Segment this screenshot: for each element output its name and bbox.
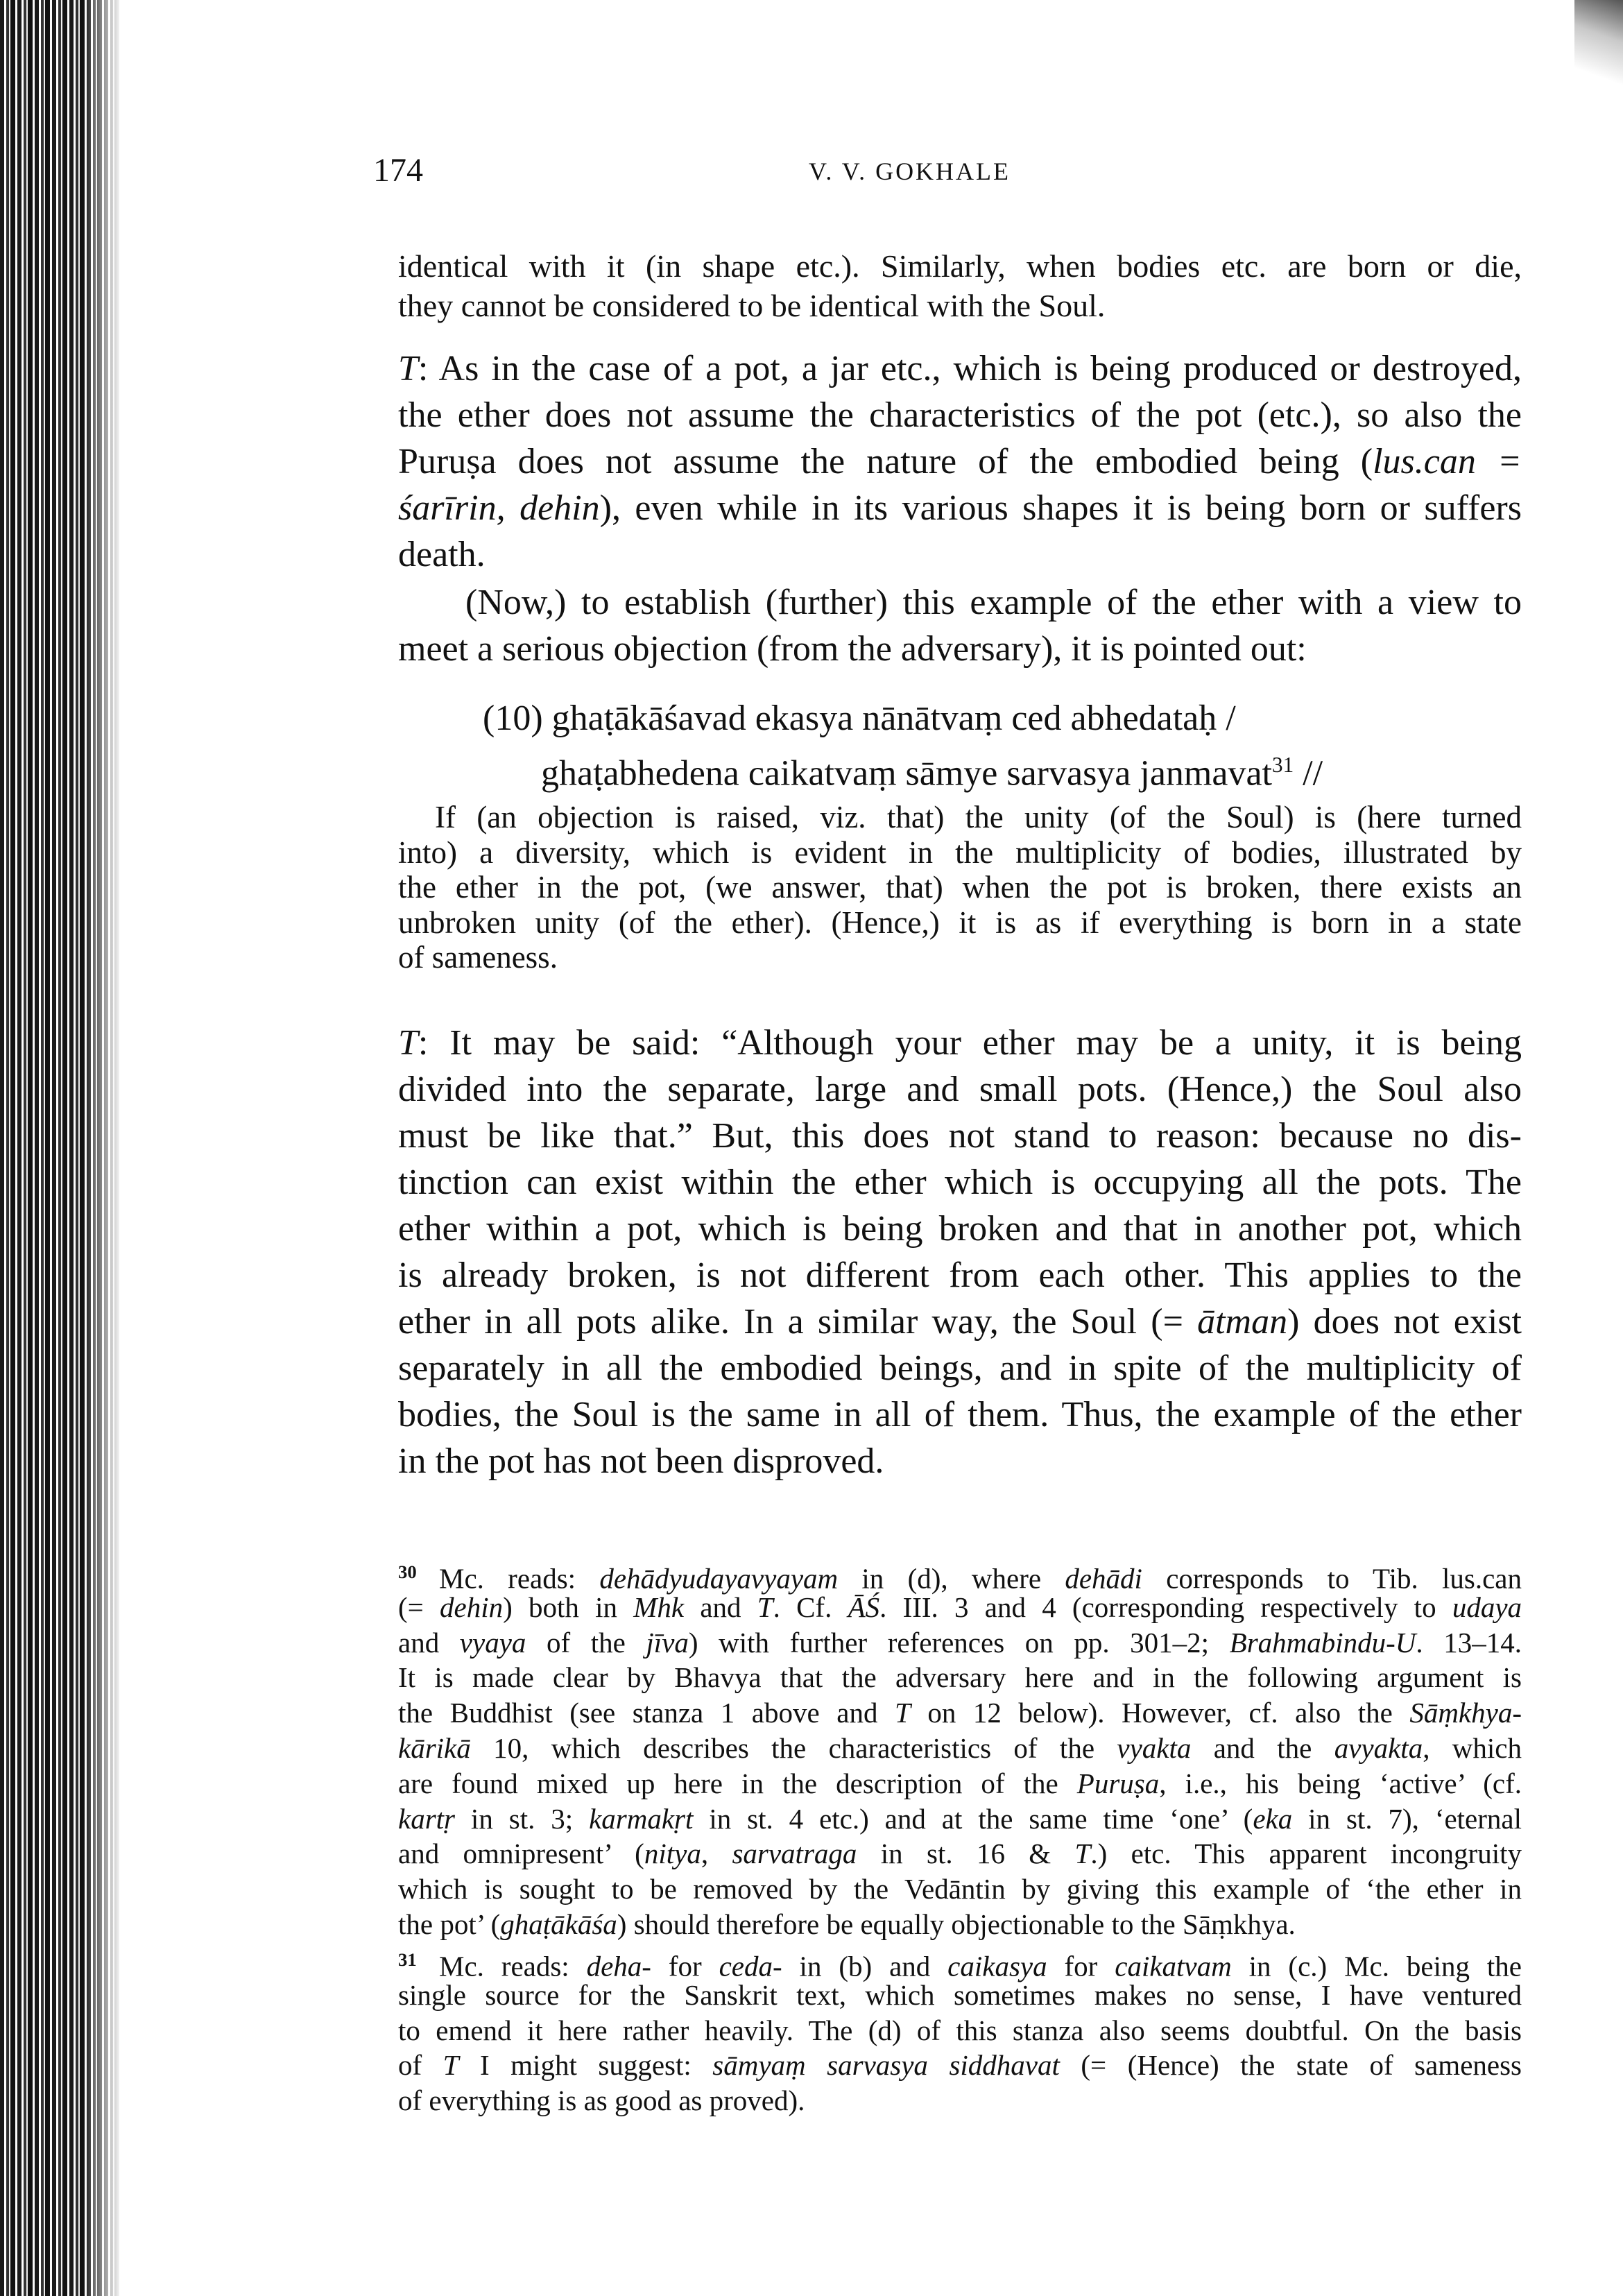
- text-run: bodies, the Soul is the same in all of them. Thus, the example of the ether: [398, 1395, 1522, 1434]
- text-line: [398, 905, 1522, 941]
- text-line: [398, 531, 486, 578]
- text-run: meet a serious objection (from the adversary), it is pointed out:: [398, 629, 1307, 669]
- text-run: in st. 16 &: [857, 1837, 1075, 1870]
- text-line: [398, 1299, 1522, 1345]
- text-run: (Now,) to establish (further) this example of the ether with a view to: [465, 583, 1522, 622]
- text-run: in st. 4 etc.) and at the same time ‘one’ (: [693, 1802, 1253, 1835]
- italic-text: sāmyaṃ sarvasya siddhavat: [712, 2049, 1060, 2082]
- text-run: of sameness.: [398, 940, 558, 975]
- italic-text: karmakṛt: [589, 1802, 694, 1835]
- text-run: of everything is as good as proved).: [398, 2084, 805, 2117]
- text-line: [398, 1766, 1522, 1801]
- text-line: [398, 1907, 1296, 1942]
- text-run: //: [1294, 753, 1323, 794]
- text-line: [398, 626, 1307, 672]
- text-run: the ether in the pot, (we answer, that) when the pot is broken, there exists an: [398, 870, 1522, 905]
- text-run: 10, which describes the characteristics of the: [470, 1732, 1117, 1764]
- text-run: the ether does not assume the characteristics of the pot (etc.), so also the: [398, 395, 1522, 435]
- text-run: , i.e., his being ‘active’ (cf.: [1159, 1767, 1522, 1799]
- italic-text: lus.can =: [1373, 442, 1522, 481]
- text-run: identical with it (in shape etc.). Similarly, when bodies etc. are born or die,: [398, 248, 1522, 284]
- text-line: [398, 485, 1522, 531]
- text-line: [398, 1731, 1522, 1766]
- book-binding-shadow: [0, 0, 121, 2296]
- italic-text: dehādi: [1065, 1562, 1142, 1595]
- text-line: [398, 1345, 1522, 1391]
- text-line: [398, 870, 1522, 905]
- text-line: [465, 579, 1522, 626]
- text-run: ) with further references on pp. 301–2;: [688, 1626, 1230, 1659]
- italic-text: caikatvam: [1115, 1950, 1232, 1982]
- text-run: of: [398, 2049, 443, 2082]
- text-run: separately in all the embodied beings, and in spite of the multiplicity of: [398, 1348, 1522, 1388]
- text-line: [398, 1113, 1522, 1159]
- text-run: unbroken unity (of the ether). (Hence,) it is as if everything is born in a state: [398, 905, 1522, 940]
- italic-text: kārikā: [398, 1732, 471, 1764]
- footnote-marker: 31: [398, 1949, 417, 1970]
- text-line: [398, 345, 1522, 392]
- italic-text: deha-: [586, 1950, 651, 1982]
- text-run: single source for the Sanskrit text, which sometimes makes no sense, I have ventured: [398, 1978, 1522, 2011]
- text-run: tinction can exist within the ether which is occupying all the pots. The: [398, 1163, 1522, 1202]
- text-run: for: [651, 1950, 719, 1982]
- text-run: and: [398, 1626, 460, 1659]
- running-head: V. V. GOKHALE: [809, 157, 1011, 185]
- italic-text: avyakta: [1334, 1732, 1423, 1764]
- scan-corner-shadow: [1574, 0, 1623, 125]
- text-run: in the pot has not been disproved.: [398, 1441, 884, 1481]
- text-run: into) a diversity, which is evident in the multiplicity of bodies, illustrated by: [398, 834, 1522, 870]
- italic-text: ghaṭākāśa: [500, 1908, 617, 1940]
- italic-text: T: [443, 2049, 459, 2082]
- text-run: It is made clear by Bhavya that the adversary here and in the following argument is: [398, 1661, 1522, 1694]
- italic-text: ceda-: [719, 1950, 782, 1982]
- text-line: [483, 695, 1236, 742]
- text-line: [398, 1159, 1522, 1206]
- text-line: [398, 1801, 1522, 1837]
- italic-text: jīva: [646, 1626, 689, 1659]
- text-run: ether in all pots alike. In a similar way, the Soul (=: [398, 1302, 1198, 1342]
- text-run: : As in the case of a pot, a jar etc., which is being produced or destroyed,: [418, 349, 1522, 388]
- text-line: [398, 246, 1522, 286]
- text-line: [435, 800, 1522, 835]
- text-line: [398, 1206, 1522, 1252]
- text-run: divided into the separate, large and small pots. (Hence,) the Soul also: [398, 1070, 1522, 1109]
- text-run: they cannot be considered to be identical with the Soul.: [398, 288, 1106, 323]
- text-run: If (an objection is raised, viz. that) the unity (of the Soul) is (here turned: [435, 800, 1522, 834]
- text-line: [398, 1836, 1522, 1871]
- text-run: for: [1047, 1950, 1115, 1982]
- text-run: in st. 7), ‘eternal: [1292, 1802, 1522, 1835]
- text-run: ether within a pot, which is being broken and that in another pot, which: [398, 1209, 1522, 1249]
- italic-text: Mhk: [633, 1591, 685, 1623]
- text-run: which is sought to be removed by the Vedāntin by giving this example of ‘the ether in: [398, 1873, 1522, 1905]
- italic-text: kartṛ: [398, 1802, 455, 1835]
- italic-text: dehin: [440, 1591, 504, 1623]
- text-line: [541, 742, 1323, 797]
- text-run: corresponds to Tib. lus.can: [1142, 1562, 1522, 1595]
- text-run: in (b) and: [782, 1950, 948, 1982]
- text-run: ) does not exist: [1287, 1302, 1522, 1342]
- text-run: Mc. reads:: [439, 1562, 600, 1595]
- text-line: [398, 2048, 1522, 2083]
- text-line: [398, 392, 1522, 438]
- text-run: I might suggest:: [458, 2049, 713, 2082]
- text-line: [398, 1391, 1522, 1438]
- italic-text: udaya: [1452, 1591, 1522, 1623]
- text-line: [398, 835, 1522, 871]
- text-run: : It may be said: “Although your ether may be a unity, it is being: [418, 1023, 1522, 1063]
- text-line: [398, 1020, 1522, 1066]
- text-run: and omnipresent’ (: [398, 1837, 644, 1870]
- text-run: to emend it here rather heavily. The (d) of this stanza also seems doubtful. On the basis: [398, 2014, 1522, 2046]
- text-run: and: [684, 1591, 757, 1623]
- text-run: ghaṭabhedena caikatvaṃ sāmye sarvasya janmavat: [541, 753, 1272, 794]
- text-run: .) etc. This apparent incongruity: [1090, 1837, 1522, 1870]
- italic-text: vyaya: [459, 1626, 526, 1659]
- text-line: [398, 1625, 1522, 1661]
- text-run: ,: [701, 1837, 732, 1870]
- text-run: ) should therefore be equally objectionable to the Sāṃkhya.: [617, 1908, 1296, 1940]
- text-run: ) both in: [503, 1591, 634, 1623]
- text-run: in (c.) Mc. being the: [1231, 1950, 1522, 1982]
- text-run: the pot’ (: [398, 1908, 501, 1940]
- text-run: . 13–14.: [1416, 1626, 1522, 1659]
- text-run: of the: [526, 1626, 646, 1659]
- italic-text: nitya: [644, 1837, 701, 1870]
- text-line: [398, 286, 1105, 325]
- italic-text: Puruṣa: [1076, 1767, 1160, 1799]
- italic-text: T: [757, 1591, 773, 1623]
- text-run: must be like that.” But, this does not stand to reason: because no dis-: [398, 1116, 1522, 1156]
- italic-text: T: [894, 1697, 911, 1729]
- text-line: [398, 1066, 1522, 1113]
- italic-text: Sāṃkhya-: [1409, 1697, 1522, 1729]
- text-line: [398, 1871, 1522, 1907]
- text-run: Puruṣa does not assume the nature of the embodied being (: [398, 442, 1373, 481]
- text-run: . Cf.: [773, 1591, 848, 1623]
- text-run: in (d), where: [838, 1562, 1065, 1595]
- text-run: . III. 3 and 4 (corresponding respectively to: [879, 1591, 1452, 1623]
- footnote-marker: 30: [398, 1561, 417, 1582]
- footnote-marker: 31: [1271, 753, 1294, 777]
- text-line: [398, 1695, 1522, 1731]
- text-line: [398, 2013, 1522, 2048]
- text-run: in st. 3;: [455, 1802, 590, 1835]
- text-line: [398, 1252, 1522, 1299]
- text-run: Mc. reads:: [439, 1950, 587, 1982]
- italic-text: T: [1074, 1837, 1091, 1870]
- text-run: (=: [398, 1591, 440, 1623]
- italic-text: dehādyudayavyayam: [599, 1562, 839, 1595]
- italic-text: ātman: [1197, 1302, 1288, 1342]
- text-line: [398, 1660, 1522, 1695]
- text-line: [398, 940, 558, 975]
- text-run: and the: [1191, 1732, 1334, 1764]
- text-run: ), even while in its various shapes it is being born or suffers: [599, 488, 1522, 528]
- italic-text: vyakta: [1117, 1732, 1192, 1764]
- text-run: (10) ghaṭākāśavad ekasya nānātvaṃ ced abhedataḥ /: [483, 699, 1236, 738]
- italic-text: śarīrin, dehin: [398, 488, 600, 528]
- italic-text: Brahmabindu-U: [1229, 1626, 1416, 1659]
- italic-text: eka: [1253, 1802, 1293, 1835]
- italic-text: T: [398, 349, 418, 388]
- text-run: (= (Hence) the state of sameness: [1059, 2049, 1522, 2082]
- italic-text: T: [398, 1023, 418, 1063]
- text-run: the Buddhist (see stanza 1 above and: [398, 1697, 895, 1729]
- text-run: , which: [1423, 1732, 1522, 1764]
- text-run: is already broken, is not different from each other. This applies to the: [398, 1256, 1522, 1295]
- text-line: [398, 1590, 1522, 1625]
- text-run: are found mixed up here in the description of the: [398, 1767, 1077, 1799]
- text-line: [398, 1978, 1522, 2013]
- text-line: [398, 1438, 884, 1484]
- text-run: on 12 below). However, cf. also the: [910, 1697, 1410, 1729]
- italic-text: ĀŚ: [848, 1591, 880, 1623]
- italic-text: caikasya: [947, 1950, 1047, 1982]
- text-run: death.: [398, 535, 486, 574]
- text-line: [398, 2083, 805, 2118]
- italic-text: sarvatraga: [732, 1837, 857, 1870]
- page-number: 174: [373, 152, 423, 189]
- text-line: [398, 438, 1522, 485]
